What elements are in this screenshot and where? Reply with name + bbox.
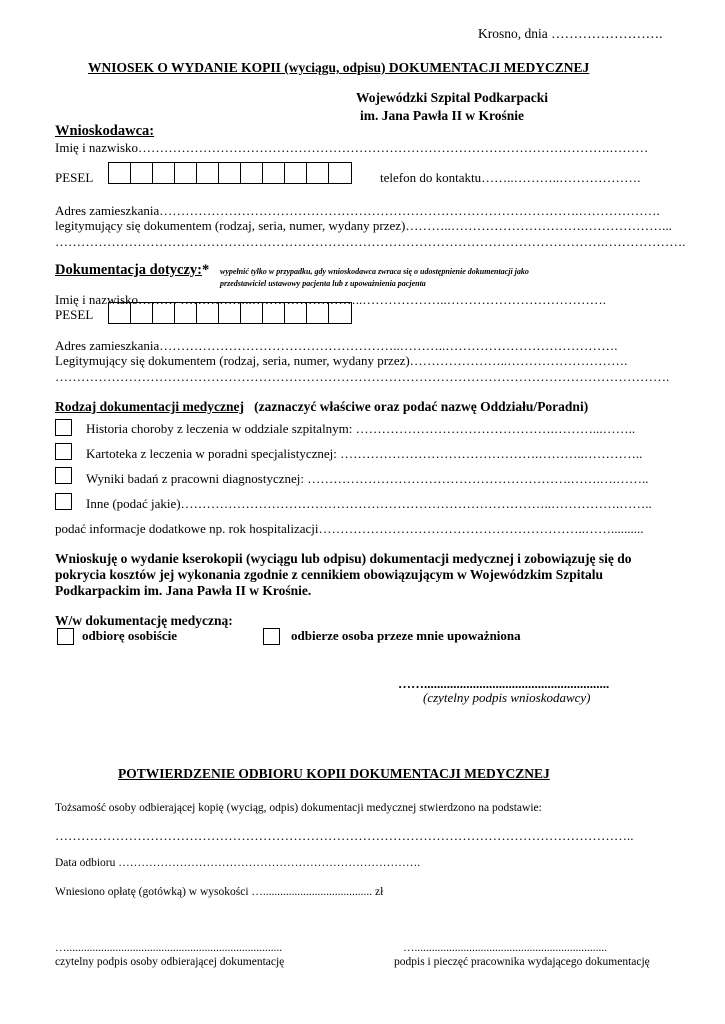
patient-heading-text: Dokumentacja dotyczy: (55, 262, 202, 278)
applicant-name-field[interactable]: Imię i nazwisko……………………………………………………………………………………………….……… (55, 140, 649, 155)
pickup-self-label[interactable]: odbiorę osobiście (82, 628, 177, 643)
applicant-signature-field[interactable]: ……......................................................... (398, 676, 610, 691)
doc-type-heading: Rodzaj dokumentacji medycznej (55, 399, 244, 414)
applicant-signature-caption: (czytelny podpis wnioskodawcy) (423, 690, 591, 705)
checkbox-diagnostic-results[interactable] (55, 467, 72, 484)
request-line2: pokrycia kosztów jej wykonania zgodnie z cennikiem obowiązującym w Wojewódzkim Szpitalu (55, 567, 604, 582)
identity-label: Tożsamość osoby odbierającej kopię (wyciąg, odpis) dokumentacji medycznej stwierdzono na podstawie: (55, 802, 542, 814)
doc-type-heading-row (55, 399, 588, 414)
patient-note-line2: przedstawiciel ustawowy pacjenta lub z upoważnienia pacjenta (220, 279, 426, 288)
applicant-phone-field[interactable]: telefon do kontaktu……..………..………………. (380, 170, 641, 185)
checkbox-clinic-record[interactable] (55, 443, 72, 460)
patient-pesel-input[interactable] (108, 302, 352, 324)
patient-extra-field[interactable]: ……………………………………………………………………………………………………………………………. (55, 369, 670, 384)
confirmation-title: POTWIERDZENIE ODBIORU KOPII DOKUMENTACJI MEDYCZNEJ (118, 766, 550, 781)
patient-pesel-label: PESEL (55, 307, 94, 322)
applicant-pesel-input[interactable] (108, 162, 352, 184)
option-other[interactable]: Inne (podać jakie)…………………………………………………………………………..…………….…….. (86, 496, 652, 511)
additional-info-field[interactable]: podać informacje dodatkowe np. rok hospitalizacji……………………………………………………..…….......... (55, 521, 644, 536)
checkbox-pickup-proxy[interactable] (263, 628, 280, 645)
place-date: Krosno, dnia ……………………. (478, 26, 663, 41)
request-line3: Podkarpackim im. Jana Pawła II w Krośnie. (55, 583, 312, 598)
hospital-patron: im. Jana Pawła II w Krośnie (360, 108, 525, 123)
recipient-signature-caption: czytelny podpis osoby odbierającej dokumentację (55, 956, 285, 968)
form-title: WNIOSEK O WYDANIE KOPII (wyciągu, odpisu) DOKUMENTACJI MEDYCZNEJ (88, 60, 590, 75)
applicant-address-field[interactable]: Adres zamieszkania…………………………………………………………………………………….………………. (55, 203, 660, 218)
patient-id-doc-field[interactable]: Legitymujący się dokumentem (rodzaj, seria, numer, wydany przez)…………………..………………………. (55, 353, 628, 368)
option-hospital-history[interactable]: Historia choroby z leczenia w oddziale szpitalnym: ……………………………………….………...…….. (86, 421, 636, 436)
patient-address-field[interactable]: Adres zamieszkania………………………………………………..………..…………………………………. (55, 338, 618, 353)
request-line1: Wnioskuję o wydanie kserokopii (wyciągu lub odpisu) dokumentacji medycznej i zobowiązuję się do (55, 551, 632, 566)
staff-signature-field[interactable]: …................................................................... (403, 942, 608, 954)
applicant-extra-field[interactable]: ……………………………………………………………………………………………………………….………………. (55, 234, 686, 249)
patient-heading (55, 263, 209, 278)
patient-note-line1: wypełnić tylko w przypadku, gdy wnioskodawca zwraca się o udostępnienie dokumentacji jako (220, 267, 529, 276)
applicant-heading: Wnioskodawca: (55, 123, 155, 139)
checkbox-pickup-self[interactable] (57, 628, 74, 645)
identity-field[interactable]: …………………………………………………………………………………………………………………….. (55, 828, 634, 843)
option-diagnostic-results[interactable]: Wyniki badań z pracowni diagnostycznej: …………………………………………………….…….….…….. (86, 471, 649, 486)
hospital-name: Wojewódzki Szpital Podkarpacki (356, 90, 549, 105)
patient-heading-asterisk: * (202, 262, 210, 278)
option-clinic-record[interactable]: Kartoteka z leczenia w poradni specjalistycznej: ……………………………………….………..………….. (86, 446, 643, 461)
pickup-heading: W/w dokumentację medyczną: (55, 613, 233, 628)
staff-signature-caption: podpis i pieczęć pracownika wydającego dokumentację (394, 956, 650, 968)
doc-type-instruction: (zaznaczyć właściwe oraz podać nazwę Oddziału/Poradni) (254, 399, 589, 414)
checkbox-other[interactable] (55, 493, 72, 510)
patient-name-field[interactable]: Imię i nazwisko……… ……………..……………………..………………..………………………………. (55, 292, 607, 307)
applicant-id-doc-field[interactable]: legitymujący się dokumentem (rodzaj, seria, numer, wydany przez)………..………………………….………………... (55, 218, 672, 233)
fee-field[interactable]: Wniesiono opłatę (gotówką) w wysokości …...................................... zł (55, 886, 384, 898)
applicant-pesel-label: PESEL (55, 170, 94, 185)
checkbox-hospital-history[interactable] (55, 419, 72, 436)
pickup-date-field[interactable]: Data odbioru ……………………………………………………………………. (55, 857, 421, 869)
recipient-signature-field[interactable]: …........................................................................... (55, 942, 283, 954)
pickup-proxy-label[interactable]: odbierze osoba przeze mnie upoważniona (291, 628, 521, 643)
